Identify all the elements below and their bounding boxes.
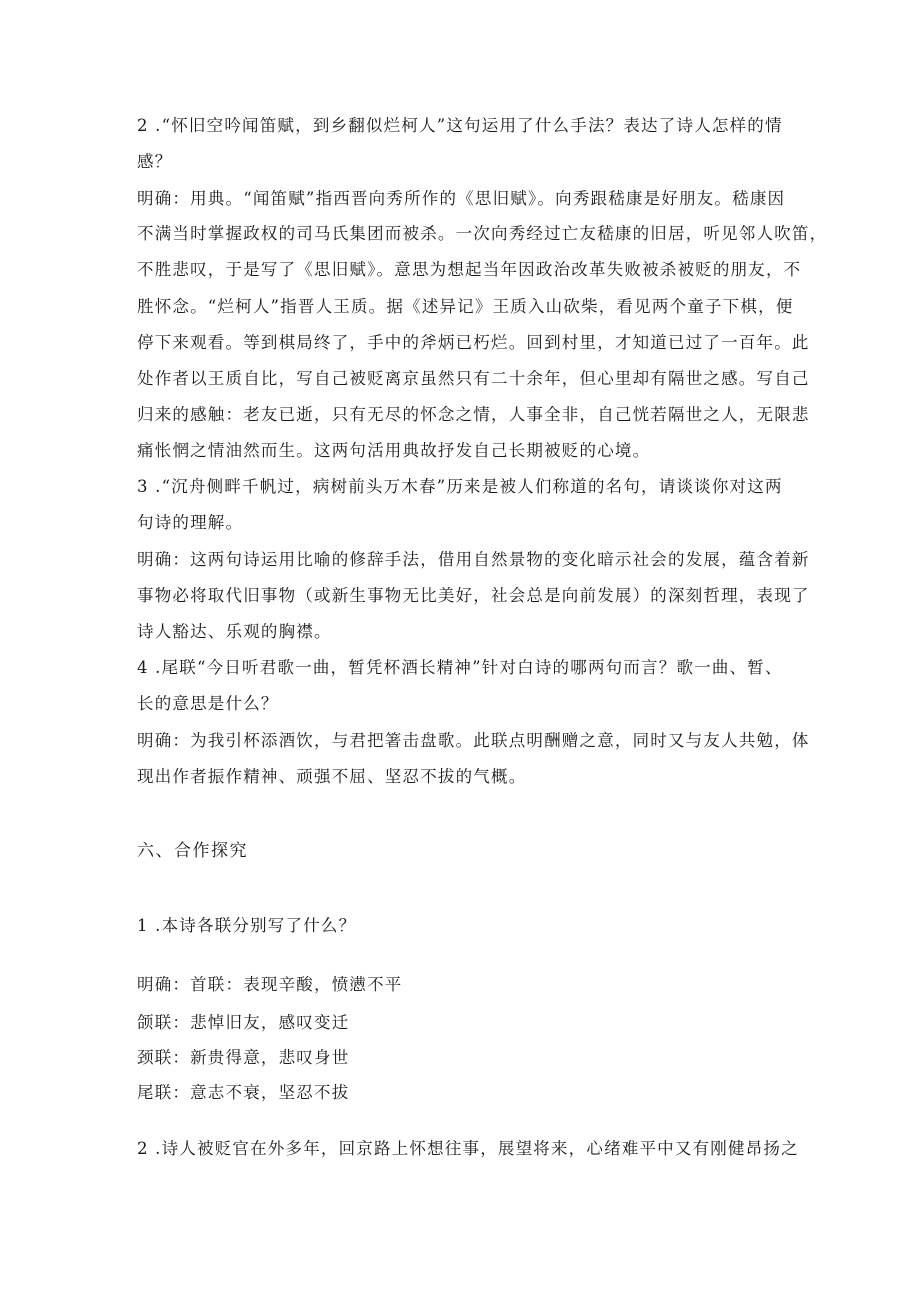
question-2-line-2: 感？ <box>137 152 173 171</box>
question-3-line-1: 3 .“沉舟侧畔千帆过，病树前头万木春”历来是被人们称道的名句，请谈谈你对这两 <box>137 477 783 496</box>
section-6-answer-1-line-2: 颌联：悲悼旧友，感叹变迁 <box>137 1013 350 1032</box>
answer-3-line-2: 事物必将取代旧事物（或新生事物无比美好，社会总是向前发展）的深刻哲理，表现了 <box>137 586 810 605</box>
question-2-line-1: 2 .“怀旧空吟闻笛赋，到乡翻似烂柯人”这句运用了什么手法？表达了诗人怎样的情 <box>137 116 783 135</box>
answer-3-line-1: 明确：这两句诗运用比喻的修辞手法，借用自然景物的变化暗示社会的发展，蕴含着新 <box>137 550 810 569</box>
section-6-question-1: 1 .本诗各联分别写了什么？ <box>137 916 357 935</box>
question-4-line-1: 4 .尾联“今日听君歌一曲，暂凭杯酒长精神”针对白诗的哪两句而言？歌一曲、暂、 <box>137 658 783 677</box>
section-6-answer-1-line-1: 明确：首联：表现辛酸，愤懑不平 <box>137 975 403 994</box>
section-6-answer-1-line-4: 尾联：意志不衰，坚忍不拔 <box>137 1083 350 1102</box>
section-6-question-2: 2 .诗人被贬官在外多年，回京路上怀想往事，展望将来，心绪难平中又有刚健昂扬之 <box>137 1139 799 1158</box>
section-6-title: 六、合作探究 <box>137 841 248 861</box>
answer-4-line-2: 现出作者振作精神、顽强不屈、坚忍不拔的气概。 <box>137 767 527 786</box>
section-6-answer-1-line-3: 颈联：新贵得意，悲叹身世 <box>137 1048 350 1067</box>
answer-2-line-6: 处作者以王质自比，写自己被贬离京虽然只有二十余年，但心里却有隔世之感。写自己 <box>137 369 810 388</box>
question-4-line-2: 长的意思是什么？ <box>137 694 279 713</box>
answer-2-line-1: 明确：用典。“闻笛赋”指西晋向秀所作的《思旧赋》。向秀跟嵇康是好朋友。嵇康因 <box>137 189 786 208</box>
answer-2-line-5: 停下来观看。等到棋局终了，手中的斧炳已朽烂。回到村里，才知道已过了一百年。此 <box>137 333 810 352</box>
answer-3-line-3: 诗人豁达、乐观的胸襟。 <box>137 622 332 641</box>
answer-4-line-1: 明确：为我引杯添酒饮，与君把箸击盘歌。此联点明酬赠之意，同时又与友人共勉，体 <box>137 731 810 750</box>
answer-2-line-4: 胜怀念。“烂柯人”指晋人王质。据《述异记》王质入山砍柴，看见两个童子下棋，便 <box>137 297 794 316</box>
answer-2-line-8: 痛怅惘之情油然而生。这两句活用典故抒发自己长期被贬的心境。 <box>137 441 651 460</box>
answer-2-line-2: 不满当时掌握政权的司马氏集团而被杀。一次向秀经过亡友嵇康的旧居，听见邻人吹笛， <box>137 224 828 243</box>
answer-2-line-3: 不胜悲叹，于是写了《思旧赋》。意思为想起当年因政治改革失败被杀被贬的朋友，不 <box>137 260 802 279</box>
question-3-line-2: 句诗的理解。 <box>137 513 244 532</box>
answer-2-line-7: 归来的感触：老友已逝，只有无尽的怀念之情，人事全非，自己恍若隔世之人，无限悲 <box>137 405 810 424</box>
